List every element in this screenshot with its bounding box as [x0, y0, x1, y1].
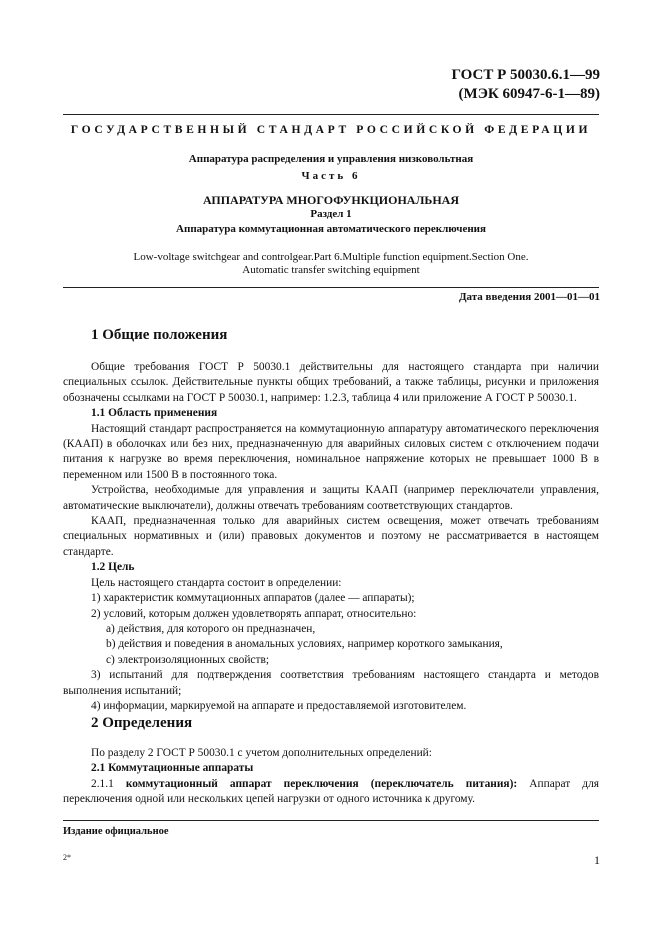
footer-divider	[63, 820, 599, 821]
paragraph: КААП, предназначенная только для аварийных систем освещения, может отвечать требованиям специальных нормативных и (или) правовых документов и поэтому не рассматривается в настоящем стандарте.	[63, 515, 599, 558]
title-section: Раздел 1	[310, 208, 352, 220]
subsection-heading: 1.1 Область применения	[91, 407, 218, 420]
list-item: с) электроизоляционных свойств;	[106, 653, 270, 666]
list-item: 2) условий, которым должен удовлетворять аппарат, относительно:	[91, 607, 417, 620]
list-item: b) действия и поведения в аномальных условиях, например короткого замыкания,	[106, 638, 503, 651]
iec-number: (МЭК 60947-6-1—89)	[458, 86, 600, 102]
paragraph: Цель настоящего стандарта состоит в определении:	[91, 576, 342, 589]
paragraph: Настоящий стандарт распространяется на коммутационную аппаратуру автоматического переключения (КААП) в оболочках или без них, предназначенную для аварийных силовых систем с отключением подачи питания к нагрузке во время переключения, номинальное напряжение которых не превышает 1000 В в переменном или 1500 В в постоянного тока.	[63, 422, 599, 481]
title-part: Часть 6	[301, 170, 361, 182]
title-line-1: Аппаратура распределения и управления низковольтная	[188, 153, 474, 165]
definition	[63, 777, 599, 808]
subsection-heading: 2.1 Коммутационные аппараты	[91, 762, 254, 775]
paragraph: Общие требования ГОСТ Р 50030.1 действительны для настоящего стандарта при наличии специальных ссылок. Действительные пункты общих требований, а также таблицы, рисунки и приложения обозначены ссылками на ГОСТ Р 50030.1, например: 1.2.3, таблица 4 или приложение А ГОСТ Р 50030.1.	[63, 361, 599, 404]
page-number: 1	[594, 853, 600, 867]
list-item: 3) испытаний для подтверждения соответствия требованиям настоящего стандарта и методов выполнения испытаний;	[63, 669, 599, 697]
list-item: 4) информации, маркируемой на аппарате и предоставляемой изготовителем.	[91, 699, 467, 712]
introduction-date: Дата введения 2001—01—01	[458, 291, 600, 303]
english-title-1: Low-voltage switchgear and controlgear.Part 6.Multiple function equipment.Section One.	[133, 251, 529, 263]
paragraph: Устройства, необходимые для управления и защиты КААП (например переключатели управления, автоматические выключатели), должны отвечать требованиям соответствующих стандартов.	[63, 484, 599, 512]
section-2-body	[63, 746, 599, 808]
signature-mark: 2*	[63, 853, 71, 862]
header-divider	[63, 114, 599, 115]
section-2-heading: 2 Определения	[91, 715, 193, 731]
english-title-2: Automatic transfer switching equipment	[242, 264, 420, 276]
section-1-body	[63, 360, 599, 714]
definition-number: 2.1.1	[91, 777, 114, 790]
paragraph: По разделу 2 ГОСТ Р 50030.1 с учетом дополнительных определений:	[91, 747, 432, 759]
section-1-heading: 1 Общие положения	[91, 327, 228, 343]
official-edition-label: Издание официальное	[63, 826, 169, 837]
gost-number: ГОСТ Р 50030.6.1—99	[451, 67, 600, 83]
title-line-3: АППАРАТУРА МНОГОФУНКЦИОНАЛЬНАЯ	[203, 193, 459, 207]
state-standard-title: ГОСУДАРСТВЕННЫЙ СТАНДАРТ РОССИЙСКОЙ ФЕДЕРАЦИИ	[70, 123, 592, 136]
definition-text: Аппарат для переключения одной или нескольких цепей нагрузки от одного источника к другому.	[63, 777, 599, 806]
subsection-heading: 1.2 Цель	[91, 561, 135, 574]
title-divider	[63, 287, 599, 288]
definition-term: коммутационный аппарат переключения (переключатель питания):	[125, 777, 518, 790]
list-item: 1) характеристик коммутационных аппаратов (далее — аппараты);	[91, 592, 415, 605]
title-line-5: Аппаратура коммутационная автоматического переключения	[176, 223, 486, 235]
list-item: а) действия, для которого он предназначен,	[106, 622, 316, 635]
